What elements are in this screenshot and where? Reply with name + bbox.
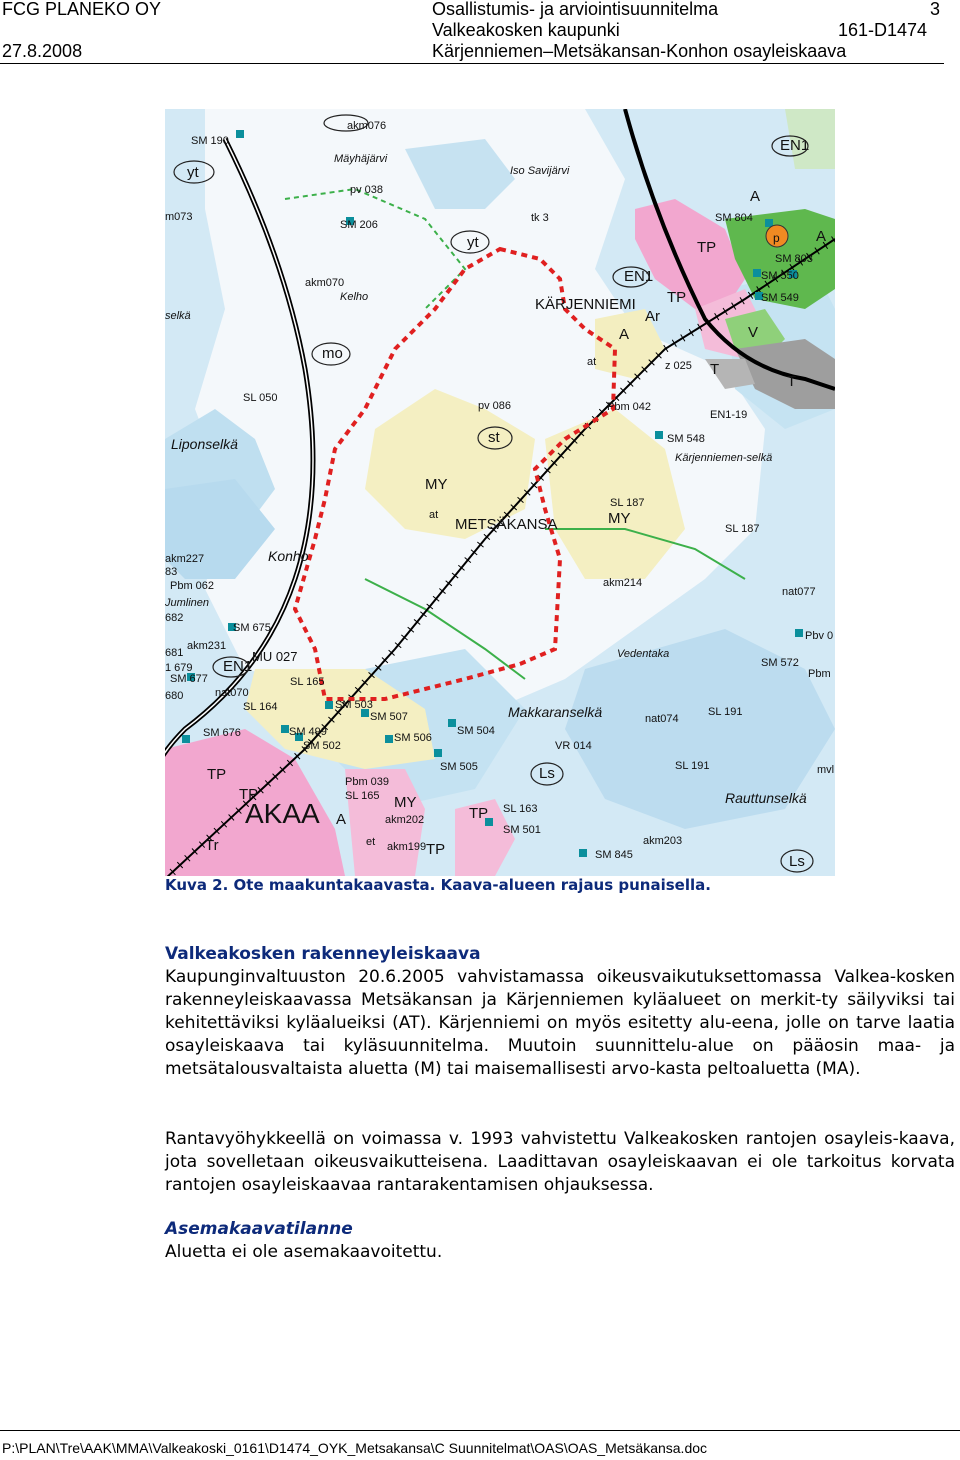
map-label-sm501: SM 501 xyxy=(503,824,541,836)
map-label-m073: m073 xyxy=(165,211,193,223)
map-label-sm549: SM 549 xyxy=(761,292,799,304)
map-label-nat070: nat070 xyxy=(215,687,249,699)
map-label-sm505: SM 505 xyxy=(440,761,478,773)
section-title: Valkeakosken rakenneyleiskaava xyxy=(165,944,481,964)
header-rule xyxy=(0,63,944,64)
map-label-my1: MY xyxy=(425,476,448,493)
map-label-kelho: Kelho xyxy=(340,291,369,303)
header-plan-name: Kärjenniemen–Metsäkansan-Konhon osayleiskaava xyxy=(432,41,847,61)
map-label-selka: selkä xyxy=(165,310,191,322)
map-label-iso-savijarvi: Iso Savijärvi xyxy=(510,165,570,177)
map-label-my3: MY xyxy=(394,794,417,811)
map-label-tp2: TP xyxy=(667,289,687,306)
map-label-sm507: SM 507 xyxy=(370,711,408,723)
map-label-n682: 682 xyxy=(165,612,184,624)
map-label-en1-b: EN1 xyxy=(624,268,654,285)
map-label-sm677: SM 677 xyxy=(170,673,208,685)
map-label-akm070: akm070 xyxy=(305,277,345,289)
map-label-en119: EN1-19 xyxy=(710,409,748,421)
map-label-sm550: SM 550 xyxy=(761,270,799,282)
map-label-sm502: SM 502 xyxy=(303,740,341,752)
map-label-sl163: SL 163 xyxy=(503,803,538,815)
map-label-tk3: tk 3 xyxy=(531,212,549,224)
map-label-tp6: TP xyxy=(426,841,446,858)
map-label-a2: A xyxy=(816,228,827,245)
map-label-sl187b: SL 187 xyxy=(725,523,760,535)
map-label-sl165a: SL 165 xyxy=(290,676,325,688)
map-label-nat077: nat077 xyxy=(782,586,816,598)
map-label-mvl: mvl xyxy=(817,764,835,776)
figure-caption: Kuva 2. Ote maakuntakaavasta. Kaava-alueen rajaus punaisella. xyxy=(165,876,711,894)
map-label-sm803: SM 803 xyxy=(775,253,813,265)
map-label-a3: A xyxy=(619,326,630,343)
map-label-sm499: SM 499 xyxy=(289,726,327,738)
map-label-n679: 1 679 xyxy=(165,662,193,674)
subsection-text: Aluetta ei ole asemakaavoitettu. xyxy=(165,1242,443,1262)
map-label-sm572: SM 572 xyxy=(761,657,799,669)
map-label-makkaranselka: Makkaranselkä xyxy=(508,704,603,720)
map-label-a4: A xyxy=(336,811,347,828)
map-label-mo: mo xyxy=(322,345,343,362)
map-label-at2: at xyxy=(429,509,439,521)
map-label-n681: 681 xyxy=(165,647,184,659)
map-label-ar: Ar xyxy=(645,308,660,325)
map-label-pbm042: Pbm 042 xyxy=(607,401,652,413)
map-label-liponselka: Liponselkä xyxy=(171,436,238,452)
map-label-sl191a: SL 191 xyxy=(708,706,743,718)
map-label-v1: V xyxy=(748,324,759,341)
map-label-tp4: TP xyxy=(239,786,259,803)
map-label-sl164: SL 164 xyxy=(243,701,278,713)
map-label-pbv: Pbv 0 xyxy=(805,630,834,642)
map-label-n680: 680 xyxy=(165,690,184,702)
footer-rule xyxy=(0,1430,960,1431)
map-label-a1: A xyxy=(750,188,761,205)
map-label-t1: T xyxy=(710,361,720,378)
map-label-nat074: nat074 xyxy=(645,713,679,725)
map-label-akm231: akm231 xyxy=(187,640,227,652)
map-label-sm676: SM 676 xyxy=(203,727,241,739)
map-label-karjenniemenselka: Kärjenniemen-selkä xyxy=(675,452,773,464)
map-label-tp1: TP xyxy=(697,239,717,256)
map-label-karjenniemi: KÄRJENNIEMI xyxy=(535,296,636,313)
map-label-vedentaka: Vedentaka xyxy=(617,648,670,660)
map-label-sl191b: SL 191 xyxy=(675,760,710,772)
map-label-p: p xyxy=(773,231,780,245)
header-company: FCG PLANEKO OY xyxy=(2,0,162,19)
section-paragraph-2: Rantavyöhykkeellä on voimassa v. 1993 vahvistettu Valkeakosken rantojen osayleis-kaava, jota sovelletaan oikeusvaikutteisena. Laadittavan osayleiskaavan ei ole tarkoitus korvata rantojen osayleiskaavaa rantarakentamisen ohjauksessa. xyxy=(165,1129,955,1195)
section-paragraph: Kaupunginvaltuuston 20.6.2005 vahvistamassa oikeusvaikutuksettomassa Valkea-kosken rakenneyleiskaavassa Metsäkansan ja Kärjenniemen kyläalueet on merkit-ty säilyviksi tai kehitettäviksi kyläalueiksi (AT). Kärjenniemi on myös esitetty alu-eena, jolle on tarve laatia osayleiskaava tai kyläsuunnitelma. Muutoin suunnittelu-alue on pääosin maa- ja metsätalousvaltaista aluetta (M) tai maisemallisesti arvo-kasta peltoaluetta (MA). xyxy=(165,967,955,1079)
map-label-yt1: yt xyxy=(187,164,199,181)
map-label-st: st xyxy=(488,429,500,446)
map-label-ls2: Ls xyxy=(789,853,805,870)
map-label-sm845: SM 845 xyxy=(595,849,633,861)
map-label-akm202: akm202 xyxy=(385,814,425,826)
map-label-yt2: yt xyxy=(467,234,479,251)
map-label-sl050: SL 050 xyxy=(243,392,278,404)
map-label-metsakansa: METSÄKANSA xyxy=(455,516,558,533)
map-label-tp3: TP xyxy=(207,766,227,783)
map-label-n83: 83 xyxy=(165,566,178,578)
map-label-pv038: pv 038 xyxy=(350,184,384,196)
map-label-sm548: SM 548 xyxy=(667,433,705,445)
map-label-at1: at xyxy=(587,356,597,368)
map-label-sm503: SM 503 xyxy=(335,699,373,711)
map-label-z025: z 025 xyxy=(665,360,692,372)
footer-path: P:\PLAN\Tre\AAK\MMA\Valkeakoski_0161\D1474_OYK_Metsakansa\C Suunnitelmat\OAS\OAS_Metsäkansa.doc xyxy=(2,1440,708,1456)
map-label-pbm: Pbm xyxy=(808,668,831,680)
map-label-akaa: AKAA xyxy=(245,798,320,829)
map-label-my2: MY xyxy=(608,510,631,527)
map-label-akm214: akm214 xyxy=(603,577,643,589)
map-label-sm504: SM 504 xyxy=(457,725,495,737)
map-label-akm227: akm227 xyxy=(165,553,205,565)
map-label-sm206: SM 206 xyxy=(340,219,378,231)
map-label-sl187a: SL 187 xyxy=(610,497,645,509)
header-page-number: 3 xyxy=(930,0,941,19)
map-label-jumlinen: Jumlinen xyxy=(165,597,210,609)
header-date: 27.8.2008 xyxy=(2,41,83,61)
map-label-tr: Tr xyxy=(205,837,219,854)
regional-plan-map xyxy=(165,109,835,876)
map-svg xyxy=(165,109,835,876)
map-label-pbm039: Pbm 039 xyxy=(345,776,390,788)
map-label-tp5: TP xyxy=(469,805,489,822)
subsection-title: Asemakaavatilanne xyxy=(165,1219,353,1239)
map-label-sl165b: SL 165 xyxy=(345,790,380,802)
map-label-sm804: SM 804 xyxy=(715,212,753,224)
map-label-t2: T xyxy=(787,373,797,390)
map-label-sm675: SM 675 xyxy=(233,622,271,634)
header-doc-code: 161-D1474 xyxy=(838,20,928,40)
map-label-rauttunselka: Rauttunselkä xyxy=(725,790,807,806)
map-label-mu027: MU 027 xyxy=(252,649,298,664)
map-label-en1-c: EN1 xyxy=(223,658,253,675)
map-label-ls1: Ls xyxy=(539,765,555,782)
map-label-sm190: SM 190 xyxy=(191,135,229,147)
map-label-sm506: SM 506 xyxy=(394,732,432,744)
map-label-pbm062: Pbm 062 xyxy=(170,580,215,592)
map-label-akm199: akm199 xyxy=(387,841,427,853)
map-label-mayhajarvi: Mäyhäjärvi xyxy=(334,153,388,165)
map-label-konho: Konho xyxy=(268,548,309,564)
header-doc-type: Osallistumis- ja arviointisuunnitelma xyxy=(432,0,719,19)
header-city: Valkeakosken kaupunki xyxy=(432,20,620,40)
map-label-en1-a: EN1 xyxy=(780,137,810,154)
map-label-akm203: akm203 xyxy=(643,835,683,847)
map-label-pv086: pv 086 xyxy=(478,400,512,412)
map-label-vr014: VR 014 xyxy=(555,740,592,752)
map-label-et: et xyxy=(366,836,376,848)
map-label-akm076: akm076 xyxy=(347,120,387,132)
